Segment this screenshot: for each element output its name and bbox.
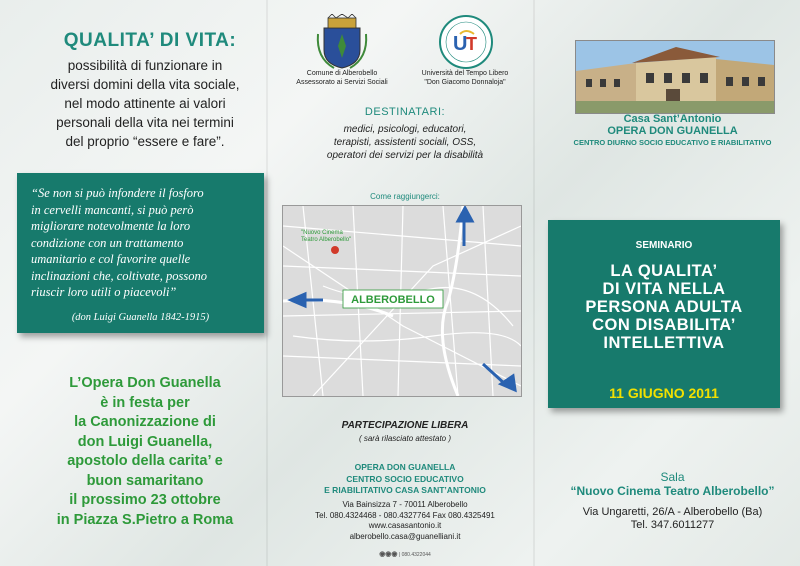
free-admission-title: PARTECIPAZIONE LIBERA	[341, 420, 469, 431]
seminar-title-line: DI VITA NELLA	[602, 280, 726, 298]
quote-line: migliorare notevolmente la loro	[31, 219, 191, 233]
comune-caption	[282, 69, 402, 87]
phone-line: Tel. 080.4324468 - 080.4327764 Fax 080.4325491	[315, 510, 495, 520]
seminar-title-line: PERSONA ADULTA	[585, 298, 743, 316]
audience-line: medici, psicologi, educatori,	[343, 124, 467, 135]
map-caption: Come raggiungerci:	[370, 192, 440, 201]
center-name	[550, 113, 795, 137]
email-line: alberobello.casa@guanelliani.it	[349, 531, 461, 541]
announcement-line: la Canonizzazione di	[74, 414, 216, 430]
announcement-line: don Luigi Guanella,	[77, 433, 213, 450]
caption-line: Università del Tempo Libero	[421, 70, 509, 77]
seminar-title-line: LA QUALITA’	[610, 262, 718, 280]
fold-line	[266, 0, 268, 566]
town-map	[282, 205, 522, 397]
comune-crest-icon	[314, 14, 370, 70]
caption-line: Assessorato ai Servizi Sociali	[296, 79, 388, 86]
quote-line: condizione con un trattamento	[31, 235, 184, 250]
map-marker-icon	[331, 246, 339, 254]
caption-line: Comune di Alberobello	[306, 70, 378, 77]
audience-line: terapisti, assistenti sociali, OSS,	[333, 137, 477, 148]
quote-line: umanitario e col favorire quelle	[31, 252, 191, 266]
audience-title: DESTINATARI:	[364, 106, 446, 118]
quality-of-life-title: QUALITA’ DI VITA:	[63, 30, 237, 51]
map-label-town: ALBEROBELLO	[351, 294, 435, 306]
definition-line: possibilità di funzionare in	[67, 58, 223, 73]
venue-name: “Nuovo Cinema Teatro Alberobello”	[570, 484, 775, 498]
seminar-label: SEMINARIO	[635, 240, 693, 251]
quality-of-life-definition	[30, 56, 260, 151]
fold-line	[533, 0, 535, 566]
audience-line: operatori dei servizi per la disabilità	[326, 150, 484, 161]
building-image	[576, 41, 774, 113]
venue-phone: Tel. 347.6011277	[630, 519, 715, 531]
organizer-line: CENTRO SOCIO EDUCATIVO	[346, 473, 464, 484]
website-line: www.casasantonio.it	[368, 521, 442, 530]
audience-list	[280, 123, 530, 162]
quote-line: in cervelli mancanti, si può però	[31, 202, 194, 217]
map-label-line: "Nuovo Cinema	[301, 230, 343, 236]
announcement-line: apostolo della carita’ e	[67, 453, 223, 469]
organizer-line: E RIABILITATIVO CASA SANT’ANTONIO	[324, 485, 486, 495]
map-label-cinema	[301, 230, 391, 244]
venue-address	[550, 506, 795, 532]
announcement-line: è in festa per	[100, 394, 190, 411]
announcement-line: in Piazza S.Pietro a Roma	[56, 511, 234, 528]
map-label-line: Teatro Alberobello"	[301, 237, 352, 243]
seminar-date: 11 GIUGNO 2011	[609, 385, 719, 401]
quote-text	[31, 185, 251, 301]
university-logo-icon	[438, 14, 494, 70]
definition-line: nel modo attinente ai valori	[64, 96, 226, 111]
venue-street: Via Ungaretti, 26/A - Alberobello (Ba)	[582, 506, 763, 518]
seminar-title-line: CON DISABILITA’	[592, 316, 736, 334]
organizer-name	[280, 462, 530, 497]
building-photo	[575, 40, 775, 114]
quote-box	[17, 173, 264, 333]
caption-line: "Don Giacomo Donnaloja"	[424, 79, 506, 86]
certificate-note: ( sarà rilasciato attestato )	[358, 434, 452, 443]
seminar-box	[548, 220, 780, 408]
announcement-line: il prossimo 23 ottobre	[69, 492, 221, 508]
quote-line: “Se non si può infondere il fosforo	[31, 186, 204, 200]
center-name-line: OPERA DON GUANELLA	[607, 125, 738, 137]
printer-phone: 080.4322044	[401, 552, 431, 558]
center-description: CENTRO DIURNO SOCIO EDUCATIVO E RIABILITATIVO	[573, 138, 772, 147]
quote-line: inclinazioni che, coltivate, possono	[31, 268, 208, 283]
definition-line: personali della vita nei termini	[56, 115, 234, 130]
address-line: Via Bainsizza 7 - 70011 Alberobello	[342, 500, 468, 509]
university-caption	[405, 69, 525, 87]
organizer-line: OPERA DON GUANELLA	[354, 462, 456, 472]
announcement-line: L’Opera Don Guanella	[69, 375, 221, 391]
center-name-line: Casa Sant’Antonio	[623, 113, 722, 125]
venue-label: Sala	[660, 470, 685, 484]
seminar-title	[548, 262, 780, 352]
organizer-contacts	[290, 500, 520, 542]
printer-mark: ◉◉◉ | 080.4322044	[379, 551, 431, 558]
quote-line: riuscir loro utili o piacevoli”	[31, 285, 177, 299]
seminar-title-line: INTELLETTIVA	[603, 334, 725, 352]
svg-text:T: T	[466, 34, 477, 54]
definition-line: del proprio “essere e fare”.	[65, 134, 225, 149]
svg-text:U: U	[453, 33, 468, 55]
quote-author: (don Luigi Guanella 1842-1915)	[71, 312, 210, 323]
canonization-announcement	[30, 374, 260, 530]
definition-line: diversi domini della vita sociale,	[50, 77, 240, 92]
announcement-line: buon samaritano	[86, 472, 204, 489]
